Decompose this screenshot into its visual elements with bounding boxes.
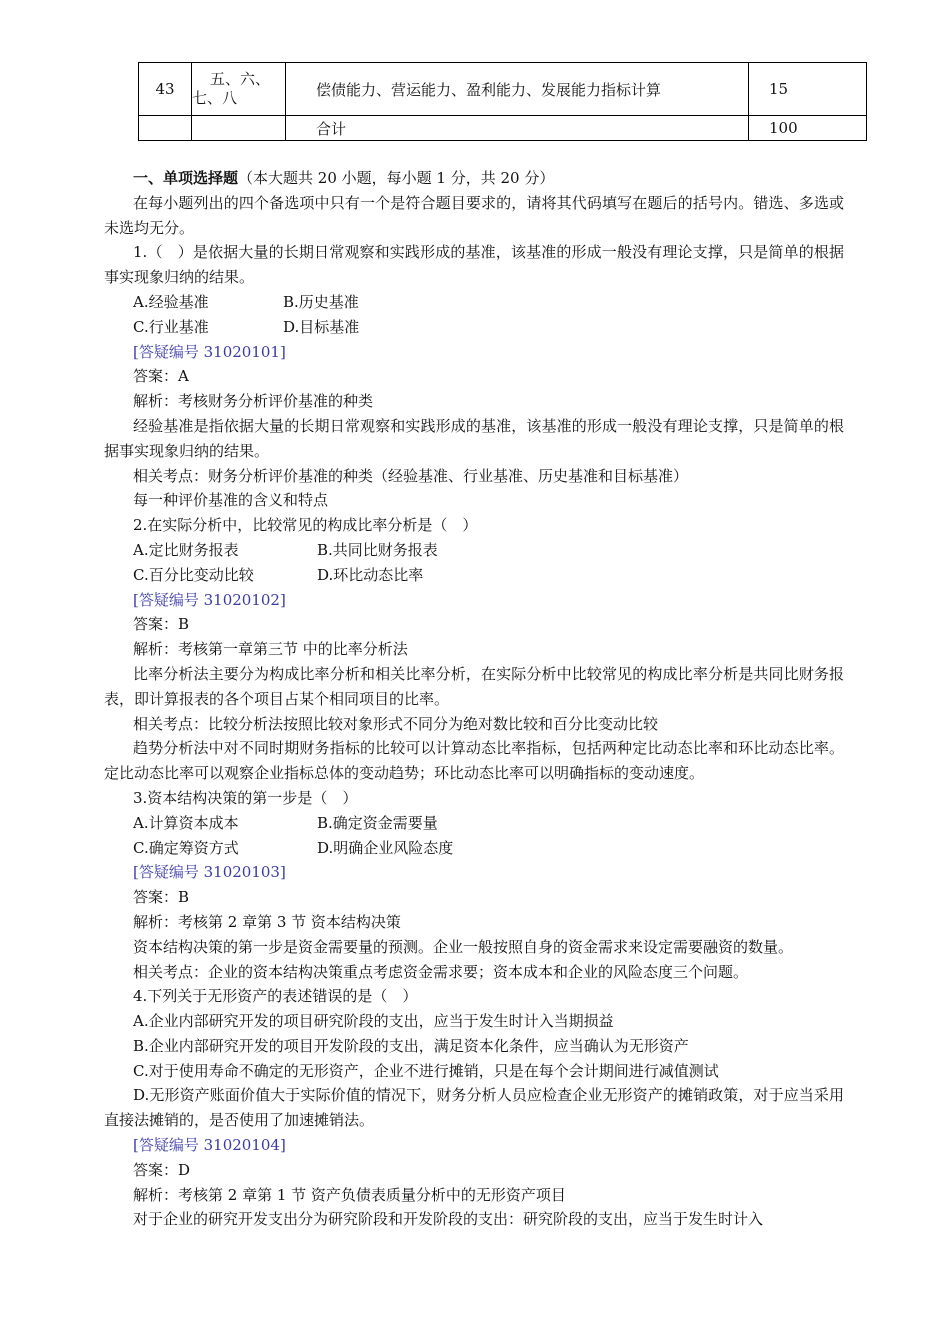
option-b: B.共同比财务报表	[317, 540, 438, 559]
analysis: 解析：考核第一章第三节 中的比率分析法	[133, 640, 408, 659]
section-heading	[104, 166, 844, 191]
chapter-cell	[192, 116, 286, 141]
option-a: A.计算资本成本	[133, 813, 239, 832]
analysis-paragraph: 对于企业的研究开发支出分为研究阶段和开发阶段的支出：研究阶段的支出，应当于发生时计入	[133, 1210, 764, 1229]
option-d: D.明确企业风险态度	[317, 838, 454, 857]
option-row	[104, 836, 844, 861]
option-c: C.确定筹资方式	[133, 838, 239, 857]
qa-reference-link[interactable]: [答疑编号 31020101]	[133, 342, 286, 361]
analysis-paragraph: 趋势分析法中对不同时期财务指标的比较可以计算动态比率指标，包括两种定比动态比率和环比动态比率。定比动态比率可以观察企业指标总体的变动趋势；环比动态比率可以明确指标的变动速度。	[104, 739, 844, 783]
chapter-cell	[192, 63, 286, 116]
score-cell: 100	[749, 116, 867, 141]
question-stem: 1.（ ）是依据大量的长期日常观察和实践形成的基准，该基准的形成一般没有理论支撑，只是简单的根据事实现象归纳的结果。	[104, 243, 844, 287]
analysis-paragraph: 比率分析法主要分为构成比率分析和相关比率分析，在实际分析中比较常见的构成比率分析是共同比财务报表，即计算报表的各个项目占某个相同项目的比率。	[104, 664, 844, 708]
table-row	[139, 116, 867, 141]
option-c: C.百分比变动比较	[133, 565, 254, 584]
score-table	[138, 62, 867, 141]
related-points: 相关考点：比较分析法按照比较对象形式不同分为绝对数比较和百分比变动比较	[133, 714, 659, 733]
section-title: 一、单项选择题	[133, 169, 239, 187]
chapter-line-1: 五、六、	[210, 70, 271, 88]
option-d: D.无形资产账面价值大于实际价值的情况下，财务分析人员应检查企业无形资产的摊销政策，对于应当采用直接法摊销的，是否使用了加速摊销法。	[104, 1086, 844, 1130]
option-b: B.历史基准	[283, 292, 359, 311]
table-row	[139, 63, 867, 116]
qa-reference-link[interactable]: [答疑编号 31020102]	[133, 590, 286, 609]
answer: 答案：B	[133, 615, 190, 634]
content-cell: 合计	[286, 116, 749, 141]
option-d: D.目标基准	[283, 317, 360, 336]
score-cell: 15	[749, 63, 867, 116]
analysis: 解析：考核财务分析评价基准的种类	[133, 392, 374, 411]
question-stem: 4.下列关于无形资产的表述错误的是（ ）	[133, 987, 418, 1006]
content-cell: 偿债能力、营运能力、盈利能力、发展能力指标计算	[286, 63, 749, 116]
answer: 答案：D	[133, 1160, 191, 1179]
qa-reference-link[interactable]: [答疑编号 31020103]	[133, 863, 286, 882]
qa-reference-link[interactable]: [答疑编号 31020104]	[133, 1136, 286, 1155]
option-c: C.对于使用寿命不确定的无形资产，企业不进行摊销，只是在每个会计期间进行减值测试	[133, 1061, 719, 1080]
option-a: A.定比财务报表	[133, 540, 239, 559]
related-points-detail: 每一种评价基准的含义和特点	[133, 491, 329, 510]
section-instruction: 在每小题列出的四个备选项中只有一个是符合题目要求的，请将其代码填写在题后的括号内。错选、多选或未选均无分。	[104, 193, 844, 237]
option-row	[104, 538, 844, 563]
option-c: C.行业基准	[133, 317, 209, 336]
question-stem: 3.资本结构决策的第一步是（ ）	[133, 788, 358, 807]
document-body	[104, 166, 844, 1232]
option-a: A.企业内部研究开发的项目研究阶段的支出，应当于发生时计入当期损益	[133, 1012, 614, 1031]
option-d: D.环比动态比率	[317, 565, 424, 584]
option-row	[104, 563, 844, 588]
related-points: 相关考点：财务分析评价基准的种类（经验基准、行业基准、历史基准和目标基准）	[133, 466, 689, 485]
question-count-cell: 43	[139, 63, 192, 116]
option-row	[104, 315, 844, 340]
analysis: 解析：考核第 2 章第 1 节 资产负债表质量分析中的无形资产项目	[133, 1185, 566, 1204]
option-b: B.确定资金需要量	[317, 813, 438, 832]
answer: 答案：A	[133, 367, 189, 386]
section-note: （本大题共 20 小题，每小题 1 分，共 20 分）	[238, 169, 555, 187]
answer: 答案：B	[133, 888, 190, 907]
question-count-cell	[139, 116, 192, 141]
related-points: 相关考点：企业的资本结构决策重点考虑资金需求要；资本成本和企业的风险态度三个问题。	[133, 962, 749, 981]
analysis: 解析：考核第 2 章第 3 节 资本结构决策	[133, 912, 401, 931]
option-b: B.企业内部研究开发的项目开发阶段的支出，满足资本化条件，应当确认为无形资产	[133, 1036, 689, 1055]
option-row	[104, 290, 844, 315]
analysis-paragraph: 经验基准是指依据大量的长期日常观察和实践形成的基准，该基准的形成一般没有理论支撑，只是简单的根据事实现象归纳的结果。	[104, 416, 844, 460]
option-row	[104, 811, 844, 836]
chapter-line-2: 七、八	[192, 89, 238, 107]
question-stem: 2.在实际分析中，比较常见的构成比率分析是（ ）	[133, 516, 478, 535]
option-a: A.经验基准	[133, 292, 209, 311]
analysis-paragraph: 资本结构决策的第一步是资金需要量的预测。企业一般按照自身的资金需求来设定需要融资的数量。	[133, 937, 794, 956]
